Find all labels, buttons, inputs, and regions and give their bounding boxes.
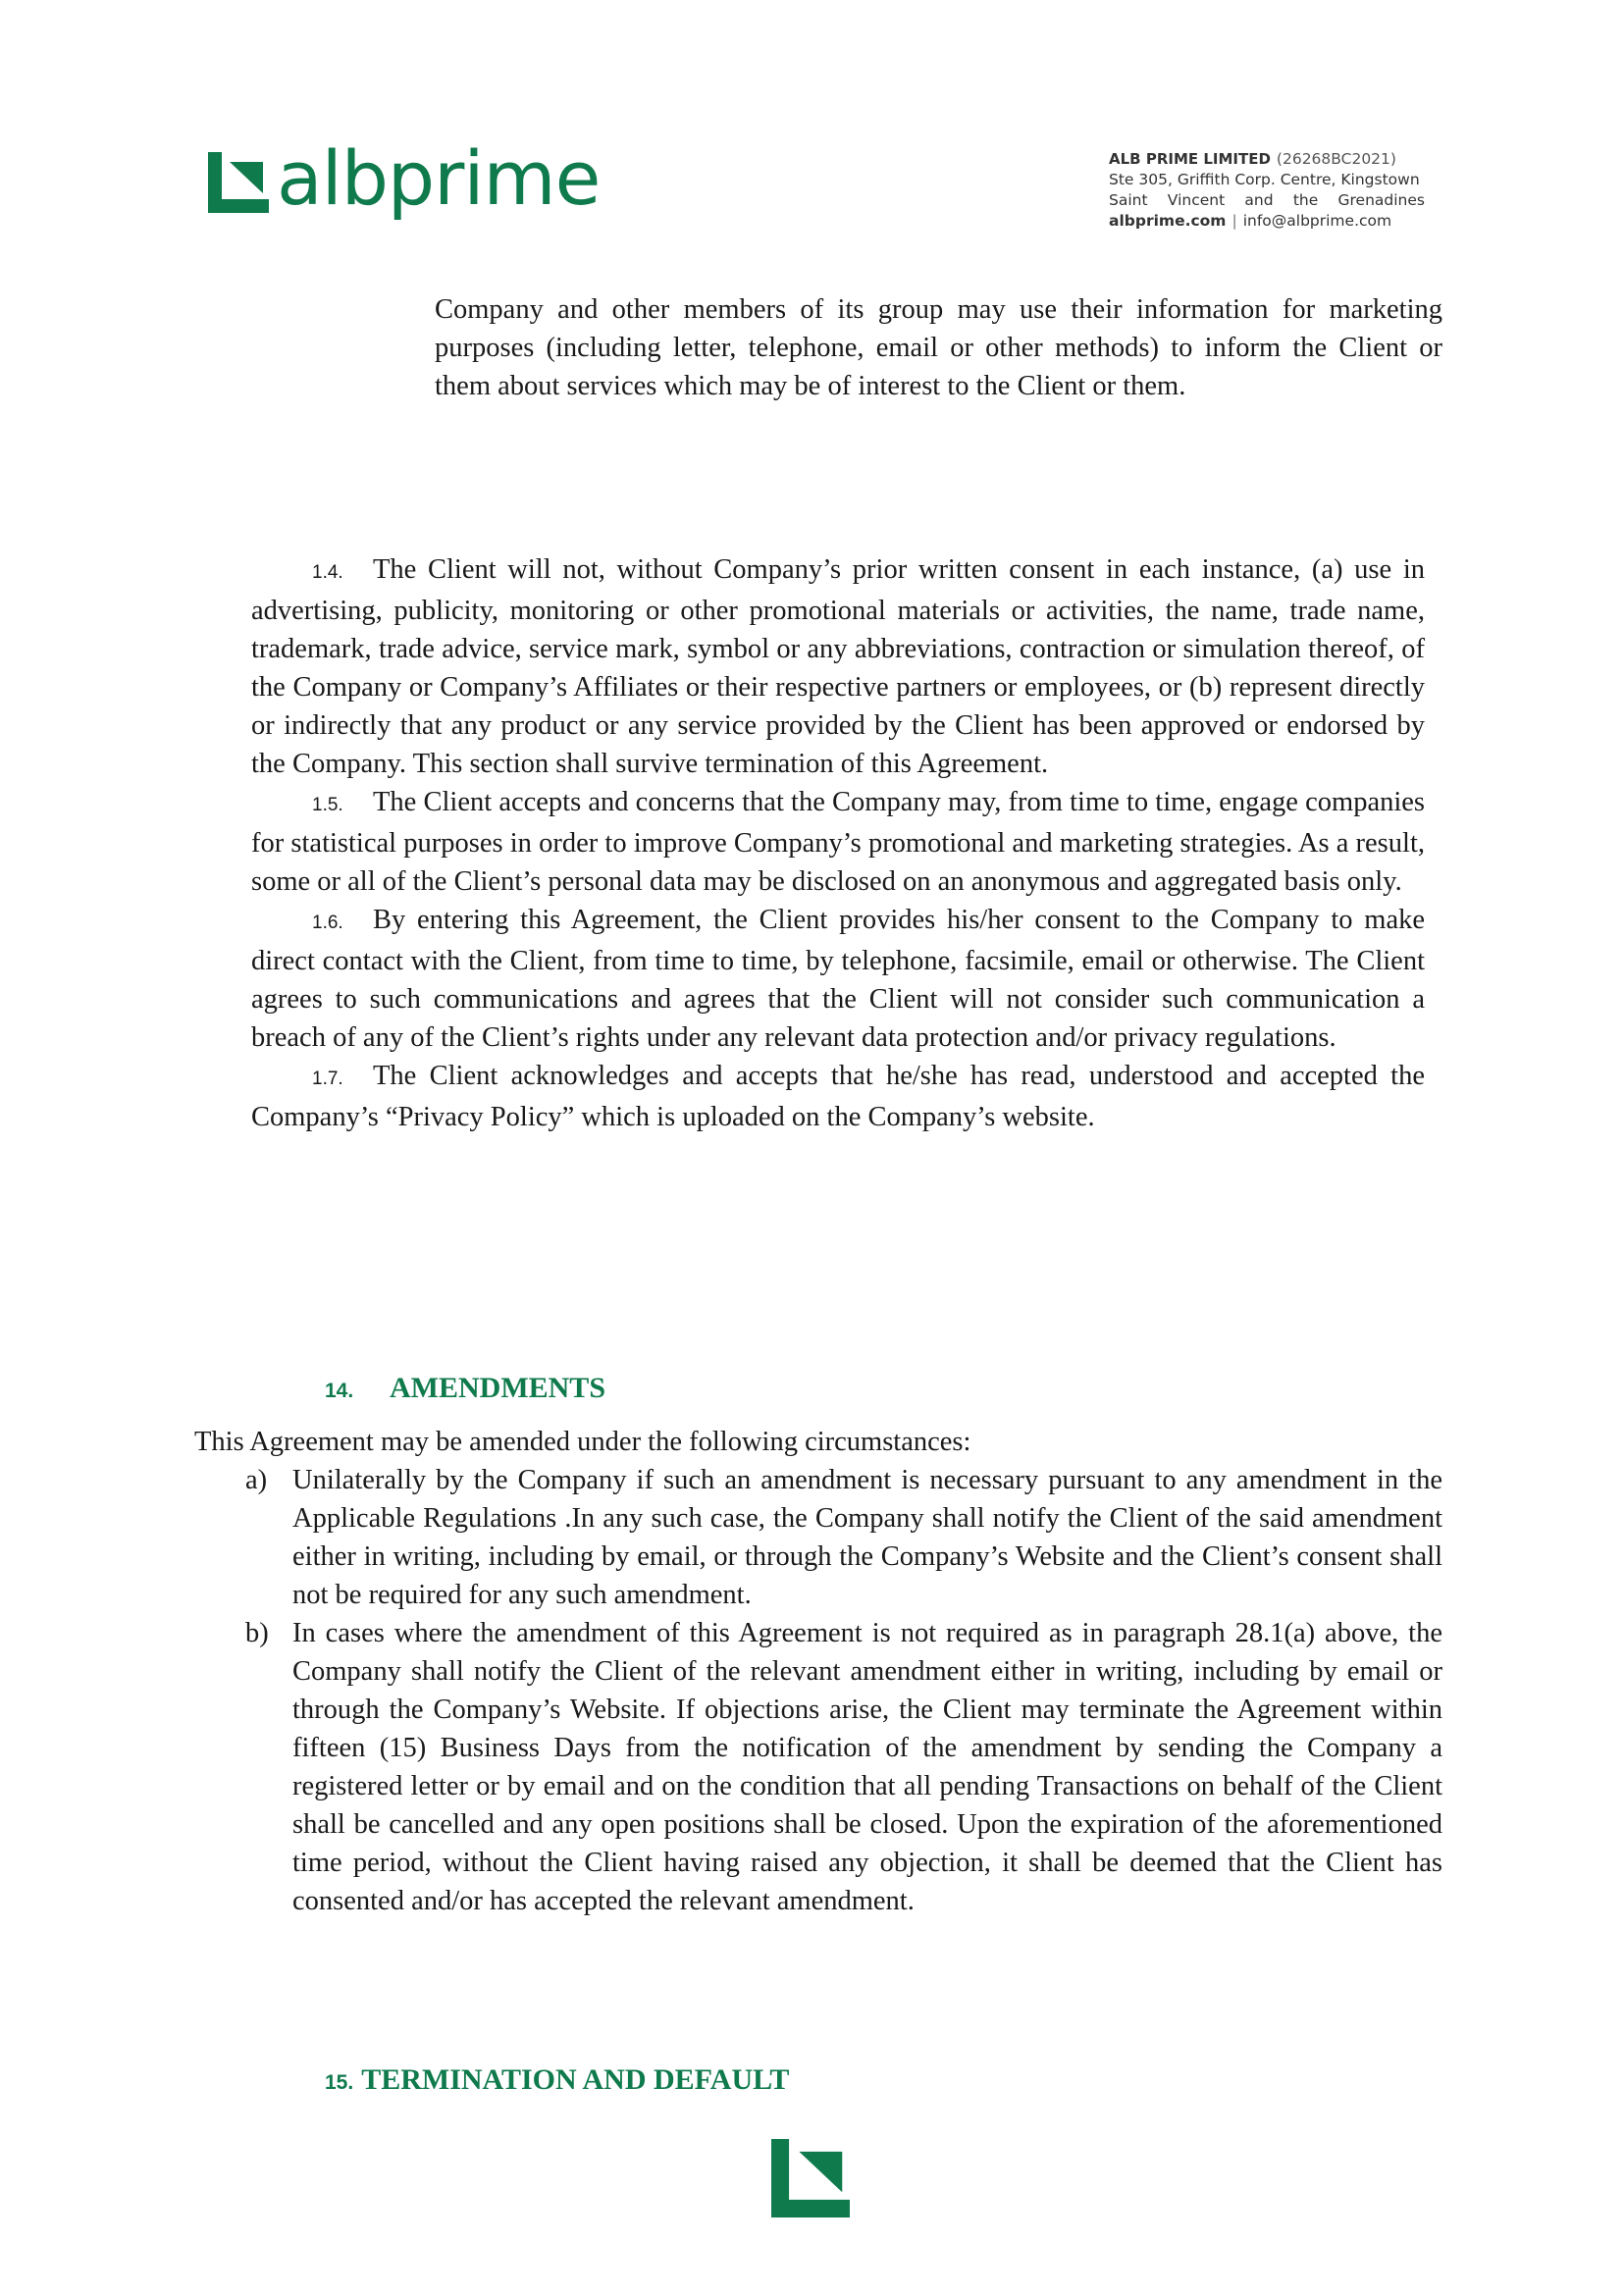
clauses-block (251, 550, 1425, 1136)
address-line1: Ste 305, Griffith Corp. Centre, Kingstown (1109, 171, 1420, 188)
section-15-heading (325, 2062, 789, 2101)
section-title: AMENDMENTS (390, 1372, 606, 1404)
clause-1-5 (251, 783, 1425, 901)
clause-text: The Client acknowledges and accepts that he/she has read, understood and accepted the Company’s “Privacy Policy” which is uploaded on the Company’s website. (251, 1061, 1425, 1132)
section-14-heading (325, 1371, 605, 1409)
section-14-list (245, 1461, 1442, 1920)
logo-text: albprime (277, 134, 601, 222)
section-14-lead: This Agreement may be amended under the following circumstances: (194, 1427, 971, 1457)
company-name-line (1109, 149, 1433, 170)
intro-text: Company and other members of its group may use their information for marketing purposes (including letter, telephone, email or other methods) to inform the Client or them about services which may be of interest to the Client or them. (435, 294, 1442, 401)
intro-paragraph (435, 290, 1442, 405)
company-info (1109, 149, 1433, 232)
list-item-b (245, 1614, 1442, 1920)
list-item-a (245, 1461, 1442, 1614)
clause-text: The Client will not, without Company’s prior written consent in each instance, (a) use in advertising, publicity, monitoring or other promotional materials or activities, the name, trade name, trademark, trade advice, service mark, symbol or any abbreviations, contraction or simulation thereof, of the Company or Company’s Affiliates or their respective partners or employees, or (b) represent directly or indirectly that any product or any service provided by the Client has been approved or endorsed by the Company. This section shall survive termination of this Agreement. (251, 554, 1425, 779)
clause-number: 1.5. (312, 795, 343, 815)
company-name: ALB PRIME LIMITED (1109, 150, 1271, 168)
company-reg: (26268BC2021) (1276, 150, 1396, 168)
logo-mark-icon (208, 152, 269, 213)
clause-number: 1.7. (312, 1069, 343, 1089)
email-link[interactable]: info@albprime.com (1242, 212, 1392, 230)
clause-text: The Client accepts and concerns that the Company may, from time to time, engage companies for statistical purposes in order to improve Company’s promotional and marketing strategies. As a result, some or all of the Client’s personal data may be disclosed on an anonymous and aggregated basis only. (251, 787, 1425, 897)
footer-logo (771, 2139, 850, 2222)
clause-number: 1.6. (312, 913, 343, 933)
clause-1-6 (251, 901, 1425, 1057)
company-logo (208, 134, 601, 222)
list-item-text: In cases where the amendment of this Agreement is not required as in paragraph 28.1(a) above, the Company shall notify the Client of the relevant amendment either in writing, including by email or through the Company’s Website. If objections arise, the Client may terminate the Agreement within fifteen (15) Business Days from the notification of the amendment by sending the Company a registered letter or by email and on the condition that all pending Transactions on behalf of the Client shall be cancelled and any open positions shall be closed. Upon the expiration of the aforementioned time period, without the Client having raised any objection, it shall be deemed that the Client has consented and/or has accepted the relevant amendment. (292, 1618, 1442, 1916)
list-item-text: Unilaterally by the Company if such an amendment is necessary pursuant to any amendment in the Applicable Regulations .In any such case, the Company shall notify the Client of the said amendment either in writing, including by email, or through the Company’s Website and the Client’s consent shall not be required for any such amendment. (292, 1465, 1442, 1610)
contact-line (1109, 211, 1433, 232)
clause-number: 1.4. (312, 562, 343, 583)
contact-separator: | (1231, 212, 1237, 230)
clause-1-7 (251, 1057, 1425, 1136)
clause-1-4 (251, 550, 1425, 783)
section-14-body (194, 1423, 1442, 1461)
address-line2: Saint Vincent and the Grenadines (1109, 191, 1425, 209)
clause-text: By entering this Agreement, the Client provides his/her consent to the Company to make direct contact with the Client, from time to time, by telephone, facsimile, email or otherwise. The Client agrees to such communications and agrees that the Client will not consider such communication a breach of any of the Client’s rights under any relevant data protection and/or privacy regulations. (251, 905, 1425, 1053)
section-title: TERMINATION AND DEFAULT (361, 2063, 790, 2096)
website-link[interactable]: albprime.com (1109, 212, 1227, 230)
section-number: 14. (325, 1380, 354, 1402)
list-marker: a) (245, 1465, 268, 1495)
section-number: 15. (325, 2071, 354, 2094)
footer-logo-mark-icon (771, 2139, 850, 2217)
list-marker: b) (245, 1618, 269, 1648)
